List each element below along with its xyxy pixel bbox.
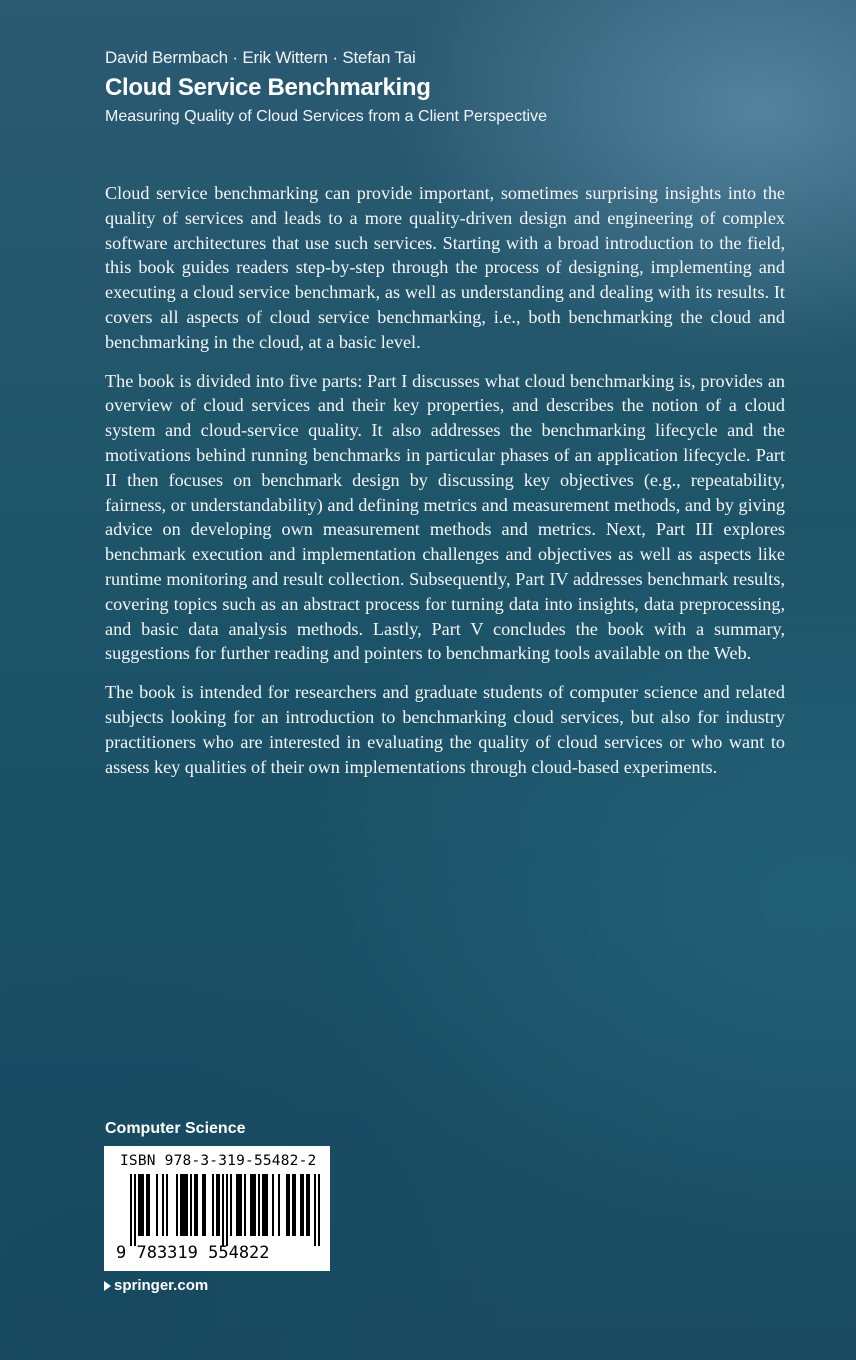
barcode-bar <box>240 1174 242 1236</box>
isbn-barcode <box>104 1146 330 1271</box>
barcode-bar <box>190 1174 192 1236</box>
description-paragraph-3: The book is intended for researchers and graduate students of computer science and related subjects looking for an introduction to benchmarking cloud services, but also for industry practitioners who are interested in evaluating the quality of cloud services or who want to assess key qualities of their own implementations through cloud-based experiments. <box>105 682 785 777</box>
barcode-bar <box>286 1174 288 1236</box>
barcode-bars <box>114 1174 320 1248</box>
barcode-bar <box>300 1174 302 1236</box>
barcode-bar <box>288 1174 290 1236</box>
barcode-bar <box>186 1174 188 1236</box>
barcode-bar <box>236 1174 238 1236</box>
barcode-bar <box>212 1174 214 1236</box>
barcode-bar <box>146 1174 148 1236</box>
description-paragraph-2: The book is divided into five parts: Part I discusses what cloud benchmarking is, provides an overview of cloud services and their key properties, and describes the notion of a cloud system and cloud-service quality. It also addresses the benchmarking lifecycle and the motivations behind running benchmarks in particular phases of an application lifecycle. Part II then focuses on benchmark design by discussing key objectives (e.g., repeatability, fairness, or understandability) and defining metrics and measurement methods, and by giving advice on developing own measurement methods and metrics. Next, Part III explores benchmark execution and implementation challenges and objectives as well as aspects like runtime monitoring and result collection. Subsequently, Part IV addresses benchmark results, covering topics such as an abstract process for turning data into insights, data preprocessing, and basic data analysis methods. Lastly, Part V concludes the book with a summary, suggestions for further reading and pointers to benchmarking tools available on the Web. <box>105 370 785 664</box>
barcode-bar <box>272 1174 274 1236</box>
barcode-bar <box>266 1174 268 1236</box>
barcode-bar <box>166 1174 168 1236</box>
book-header <box>105 46 785 129</box>
barcode-bar <box>180 1174 182 1236</box>
barcode-bar <box>218 1174 220 1236</box>
publisher-link[interactable] <box>104 1276 208 1296</box>
barcode-bar <box>238 1174 240 1236</box>
barcode-bar <box>138 1174 140 1236</box>
arrow-right-icon <box>104 1281 111 1291</box>
barcode-bar <box>250 1174 252 1236</box>
barcode-bar <box>196 1174 198 1236</box>
barcode-bar <box>140 1174 142 1236</box>
barcode-bar <box>184 1174 186 1236</box>
description-paragraph-1: Cloud service benchmarking can provide important, sometimes surprising insights into the quality of services and leads to a more quality-driven design and engineering of complex software architectures that use such services. Starting with a broad introduction to the field, this book guides readers step-by-step through the process of designing, implementing and executing a cloud service benchmark, as well as understanding and dealing with its results. It covers all aspects of cloud service benchmarking, i.e., both benchmarking the cloud and benchmarking in the cloud, at a basic level. <box>105 183 785 352</box>
barcode-bar <box>162 1174 164 1236</box>
barcode-bar <box>314 1174 316 1246</box>
book-subtitle: Measuring Quality of Cloud Services from a Client Perspective <box>105 108 547 125</box>
isbn-label: ISBN 978-3-319-55482-2 <box>120 1153 317 1169</box>
barcode-bar <box>182 1174 184 1236</box>
book-title: Cloud Service Benchmarking <box>105 74 431 101</box>
barcode-bar <box>222 1174 224 1246</box>
barcode-bar <box>226 1174 228 1246</box>
barcode-bar <box>308 1174 310 1236</box>
barcode-bar <box>252 1174 254 1236</box>
barcode-bar <box>202 1174 204 1236</box>
subject-category: Computer Science <box>105 1120 246 1137</box>
barcode-bar <box>318 1174 320 1246</box>
barcode-bar <box>264 1174 266 1236</box>
barcode-bar <box>302 1174 304 1236</box>
barcode-bar <box>294 1174 296 1236</box>
barcode-bar <box>254 1174 256 1236</box>
barcode-bar <box>156 1174 158 1236</box>
barcode-bar <box>194 1174 196 1236</box>
barcode-bar <box>216 1174 218 1236</box>
barcode-bar <box>204 1174 206 1236</box>
authors: David Bermbach · Erik Wittern · Stefan Tai <box>105 48 416 67</box>
barcode-bar <box>292 1174 294 1236</box>
barcode-bar <box>176 1174 178 1236</box>
barcode-bar <box>244 1174 246 1236</box>
barcode-bar <box>262 1174 264 1236</box>
barcode-bar <box>306 1174 308 1236</box>
publisher-website: springer.com <box>114 1277 209 1294</box>
book-description <box>105 181 785 793</box>
barcode-bar <box>258 1174 260 1236</box>
barcode-bar <box>278 1174 280 1236</box>
barcode-digits: 9 783319 554822 <box>116 1243 270 1263</box>
barcode-bar <box>148 1174 150 1236</box>
barcode-bar <box>230 1174 232 1236</box>
barcode-bar <box>142 1174 144 1236</box>
barcode-bar <box>130 1174 132 1246</box>
barcode-bar <box>134 1174 136 1246</box>
